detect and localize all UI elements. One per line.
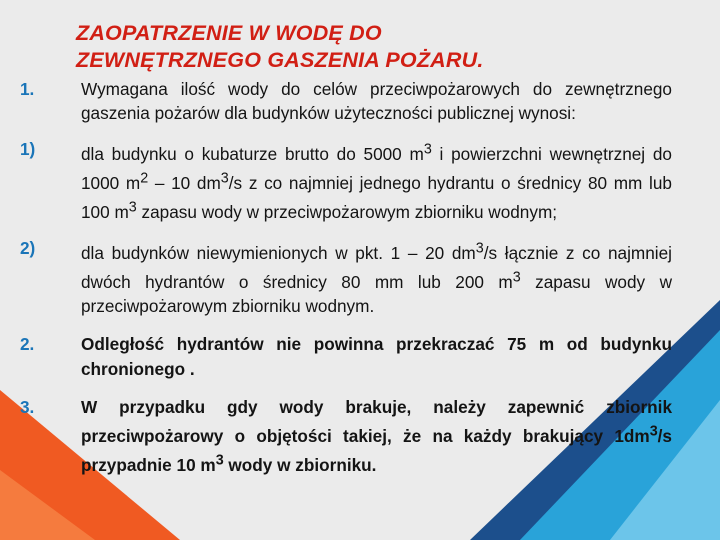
item-number: 2.	[20, 334, 35, 355]
list-item-1-b	[20, 236, 672, 318]
slide-title	[76, 20, 676, 74]
title-line-2: ZEWNĘTRZNEGO GASZENIA POŻARU.	[76, 48, 484, 72]
list-item-1-a	[20, 137, 672, 224]
list-item-3	[20, 395, 672, 477]
item-text: dla budynku o kubaturze brutto do 5000 $m^3$ i powierzchni wewnętrznej do 1000 $m^2 - 10$ $dm^3/s$ z co najmniej jednego hydrantu o średnicy 80 mm lub 100 $m^3$ zapasu wody w przeciwpożarowym zbiorniku wodnym;	[81, 141, 672, 223]
item-number: 3.	[20, 396, 35, 417]
item-number: 2)	[20, 238, 36, 259]
item-text: dla budynków niewymienionych w pkt. 1 – 20 $dm^3/s$ łącznie z co najmniej dwóch hydrantów o średnicy 80 mm lub 200 $m^3$ zapasu wody w przeciwpożarowym zbiorniku wodnym.	[81, 240, 672, 317]
item-number: 1)	[20, 139, 36, 160]
slide-content	[20, 77, 672, 477]
item-text: W przypadku gdy wody brakuje, należy zapewnić zbiornik przeciwpożarowy o objętości takiej, że na każdy brakujący $1dm^3/s$ przypadnie 10 $m^3$ wody w zbiorniku.	[81, 396, 672, 475]
item-text: Odległość hydrantów nie powinna przekraczać 75 m od budynku chronionego .	[81, 334, 672, 379]
item-number: 1.	[20, 79, 35, 99]
title-line-1: ZAOPATRZENIE W WODĘ DO	[76, 21, 382, 45]
list-item-1	[20, 77, 672, 125]
list-item-2	[20, 332, 672, 380]
item-text: Wymagana ilość wody do celów przeciwpożarowych do zewnętrznego gaszenia pożarów dla budynków użyteczności publicznej wynosi:	[81, 79, 672, 124]
